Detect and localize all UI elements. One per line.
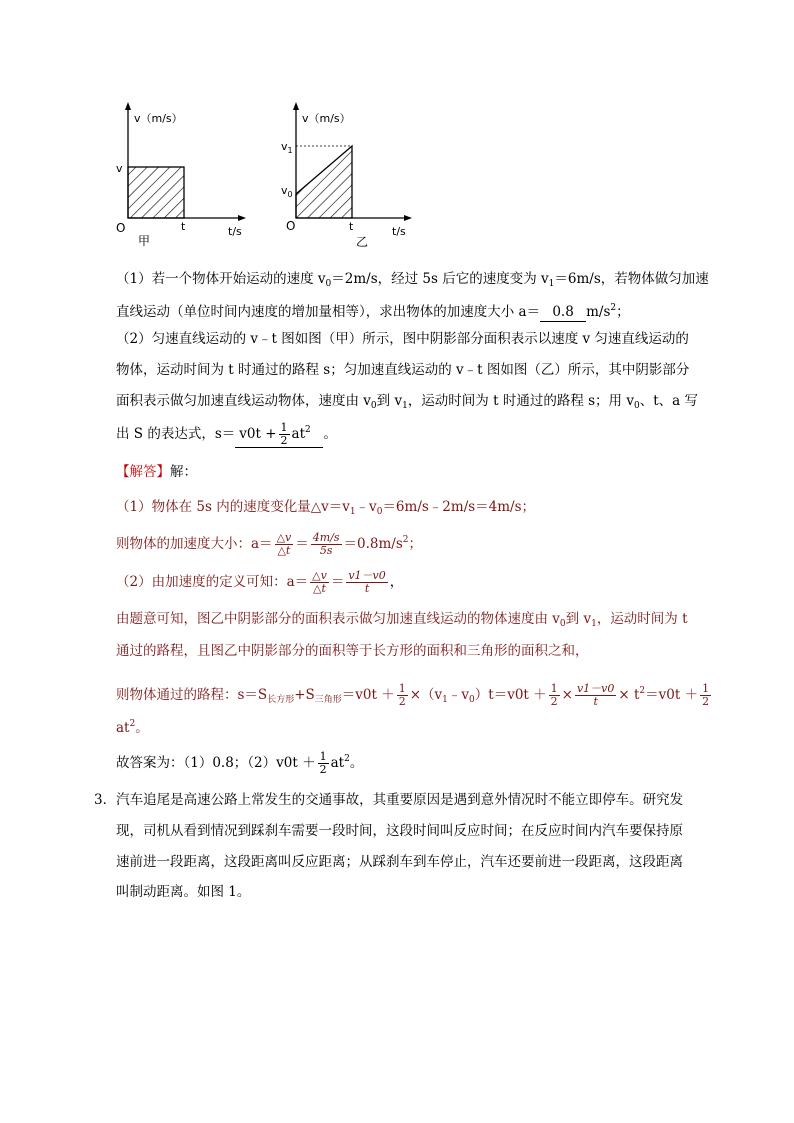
- v-label: v: [116, 162, 123, 175]
- solution-line4: 由题意可知，图乙中阴影部分的面积表示做匀加速直线运动的物体速度由 $v_0$到 $v_1$，运动时间为 t: [116, 611, 688, 629]
- q3-line3: 速前进一段距离，这段距离叫反应距离；从踩刹车到车停止，汽车还要前进一段距离，这段距离: [116, 854, 683, 870]
- q1-line1: （1）若一个物体开始运动的速度 $v_0=2m/s$，经过 5s 后它的速度变为 $v_1=6m/s$，若物体做匀加速: [116, 271, 709, 289]
- q2-line3: 面积表示做匀加速直线运动物体，速度由 $v_0$到 $v_1$，运动时间为 t 时通过的路程 s；用 $v_0$、t、a 写: [116, 393, 698, 411]
- solution-line7: $at^2$。: [116, 719, 149, 736]
- q3-line4: 叫制动距离。如图 1。: [116, 884, 251, 900]
- x-axis-label: t/s: [228, 225, 242, 238]
- answer-blank: 0.8: [540, 303, 586, 322]
- shaded-trapezoid: [296, 146, 352, 218]
- q2-line2: 物体，运动时间为 t 时通过的路程 s；匀加速直线运动的 v﹣t 图如图（乙）所示，其中阴影部分: [116, 362, 690, 378]
- q2-line4: 出 S 的表达式，s＝ v0t + $\frac{1}{2}$ $at^2$ 。: [116, 418, 337, 448]
- shaded-rectangle: [128, 167, 184, 218]
- solution-line2: 则物体的加速度大小：a＝ $\frac{\triangle v}{\triangle t}$ ＝ $\frac{4m/s}{5s}$ $=0.8m/s^2$；: [116, 531, 423, 557]
- t-label: t: [349, 220, 354, 233]
- t-label: t: [181, 220, 186, 233]
- solution-header: 【解答】解：: [116, 464, 197, 480]
- solution-line5: 通过的路程，且图乙中阴影部分的面积等于长方形的面积和三角形的面积之和，: [116, 643, 589, 659]
- solution-line6: 则物体通过的路程：$s=S_{长方形}+S_{三角形}=v0t$ ＋ $\frac{1}{2}$ $\times(v_1﹣v_0)t=v0t$ ＋ $\frac{1}{2}$ × $\frac{v1-v0}{t}$ × $t^2=v0t$ ＋ $\frac{1}{2}$: [116, 682, 710, 708]
- figure-yi: [278, 100, 418, 250]
- question-number: 3．: [94, 792, 117, 808]
- q3-line2: 现，司机从看到情况到踩刹车需要一段时间，这段时间叫反应时间；在反应时间内汽车要保持原: [116, 823, 683, 839]
- figure-jia: [112, 100, 252, 250]
- y-axis-label: v（m/s）: [134, 112, 183, 125]
- origin-label: O: [286, 219, 296, 233]
- final-answer: 故答案为：（1）0.8；（2）v0t ＋ $\frac{1}{2}$ $at^2$。: [116, 750, 364, 776]
- origin-label: O: [116, 221, 126, 235]
- solution-line1: （1）物体在 5s 内的速度变化量$\triangle v=v_1﹣v_0=6m/s﹣2m/s=4m/s$；: [116, 499, 536, 517]
- q2-line1: （2）匀速直线运动的 v﹣t 图如图（甲）所示，图中阴影部分面积表示以速度 v 匀速直线运动的: [116, 331, 689, 347]
- figure-caption: 乙: [356, 235, 369, 249]
- answer-blank: v0t + $\frac{1}{2}$ $at^2$: [235, 418, 323, 448]
- q3-line1: 3．汽车追尾是高速公路上常发生的交通事故，其重要原因是遇到意外情况时不能立即停车。研究发: [94, 792, 684, 808]
- v0-label: $v_0$: [281, 184, 293, 199]
- solution-line3: （2）由加速度的定义可知：a＝ $\frac{\triangle v}{\triangle t}$ ＝ $\frac{v1-v0}{t}$ ，: [116, 569, 404, 595]
- q1-line2: 直线运动（单位时间内速度的增加量相等），求出物体的加速度大小 a＝ 0.8 $m/s^2$；: [116, 303, 630, 320]
- figure-caption: 甲: [138, 234, 151, 248]
- x-axis-label: t/s: [392, 225, 406, 238]
- y-axis-label: v（m/s）: [302, 112, 351, 125]
- v1-label: $v_1$: [281, 140, 293, 155]
